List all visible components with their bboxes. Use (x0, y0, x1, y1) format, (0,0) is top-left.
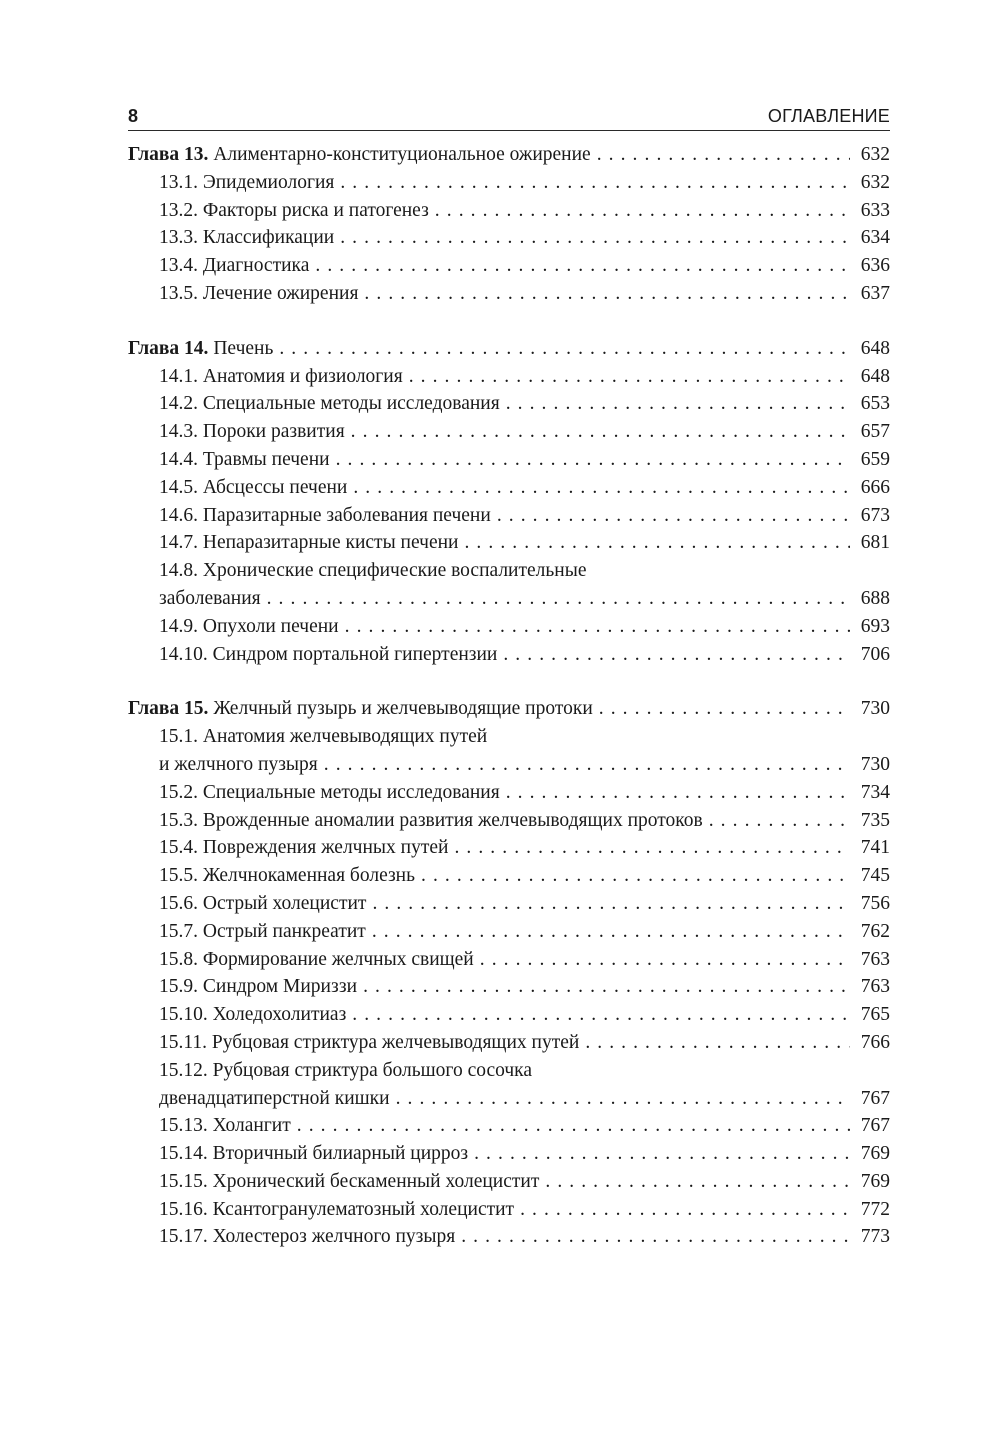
running-header (128, 100, 890, 131)
toc-section-label: 15.12. Рубцовая стриктура большого сосочка (159, 1059, 533, 1081)
toc-chapter (128, 141, 890, 308)
toc-section-entry[interactable] (128, 890, 890, 918)
toc-page-number: 648 (860, 365, 890, 387)
dot-leader (279, 335, 850, 363)
dot-leader (503, 641, 850, 669)
toc-page-number: 765 (860, 1004, 890, 1026)
toc-section-label: 14.2. Специальные методы исследования (159, 393, 500, 415)
toc-page-number: 769 (860, 1170, 890, 1192)
dot-leader (364, 280, 850, 308)
toc-section-label: 13.3. Классификации (159, 227, 335, 249)
toc-page-number: 767 (860, 1115, 890, 1137)
dot-leader (585, 1029, 850, 1057)
dot-leader (545, 1168, 850, 1196)
dot-leader (351, 418, 850, 446)
toc-section-entry[interactable] (128, 807, 890, 835)
toc-section-entry[interactable] (128, 446, 890, 474)
table-of-contents (128, 141, 890, 1251)
dot-leader (324, 751, 850, 779)
toc-section-entry[interactable] (128, 834, 890, 862)
dot-leader (340, 224, 850, 252)
dot-leader (396, 1085, 850, 1113)
toc-section-label: 14.8. Хронические специфические воспалительные (159, 560, 587, 582)
toc-page-number: 681 (860, 532, 890, 554)
dot-leader (520, 1196, 850, 1224)
toc-section-label: 15.4. Повреждения желчных путей (159, 837, 449, 859)
dot-leader (597, 141, 850, 169)
toc-section-entry[interactable] (128, 1001, 890, 1029)
toc-section-entry[interactable] (128, 474, 890, 502)
toc-chapter-number: Глава 13. (128, 144, 209, 165)
dot-leader (340, 169, 850, 197)
toc-page-number: 693 (860, 615, 890, 637)
toc-section-label-continued: и желчного пузыря (159, 753, 318, 775)
page-number: 8 (128, 106, 139, 126)
dot-leader (345, 613, 850, 641)
toc-section-label: 15.1. Анатомия желчевыводящих путей (159, 726, 488, 748)
toc-page-number: 766 (860, 1031, 890, 1053)
toc-section-entry[interactable] (128, 723, 890, 751)
toc-section-label: 14.7. Непаразитарные кисты печени (159, 532, 459, 554)
dot-leader (474, 1140, 850, 1168)
toc-section-label: 15.16. Ксантогранулематозный холецистит (159, 1198, 515, 1220)
toc-page-number: 688 (860, 587, 890, 609)
toc-section-entry[interactable] (128, 946, 890, 974)
toc-section-entry[interactable] (128, 1140, 890, 1168)
toc-section-entry[interactable] (128, 1196, 890, 1224)
toc-section-entry[interactable] (128, 1112, 890, 1140)
dot-leader (372, 918, 850, 946)
toc-page-number: 763 (860, 948, 890, 970)
toc-section-entry[interactable] (128, 1057, 890, 1085)
toc-section-label: 15.11. Рубцовая стриктура желчевыводящих путей (159, 1031, 580, 1053)
toc-page-number: 632 (860, 171, 890, 193)
dot-leader (363, 973, 850, 1001)
toc-section-label-continued: заболевания (159, 587, 261, 609)
dot-leader (709, 807, 850, 835)
toc-section-entry[interactable] (128, 779, 890, 807)
dot-leader (599, 695, 850, 723)
toc-section-label: 15.6. Острый холецистит (159, 892, 367, 914)
toc-chapter-number: Глава 14. (128, 337, 209, 359)
toc-section-entry[interactable] (128, 641, 890, 669)
toc-section-label: 15.17. Холестероз желчного пузыря (159, 1226, 456, 1248)
toc-chapter-title: Желчный пузырь и желчевыводящие протоки (213, 698, 593, 720)
toc-section-label: 13.2. Факторы риска и патогенез (159, 199, 429, 221)
toc-section-entry[interactable] (128, 363, 890, 391)
dot-leader (267, 585, 850, 613)
toc-section-entry[interactable] (128, 224, 890, 252)
toc-section-label: 15.7. Острый панкреатит (159, 920, 366, 942)
dot-leader (506, 779, 850, 807)
toc-section-entry[interactable] (128, 280, 890, 308)
dot-leader (454, 834, 850, 862)
toc-section-entry[interactable] (128, 197, 890, 225)
toc-section-entry[interactable] (128, 613, 890, 641)
toc-page-number: 735 (860, 809, 890, 831)
toc-section-entry-continued[interactable] (128, 751, 890, 779)
toc-section-label: 15.5. Желчнокаменная болезнь (159, 865, 416, 887)
toc-page-number: 633 (860, 199, 890, 221)
toc-section-entry[interactable] (128, 862, 890, 890)
toc-section-entry-continued[interactable] (128, 585, 890, 613)
toc-page-number: 653 (860, 393, 890, 415)
toc-chapter-entry[interactable] (128, 141, 890, 169)
toc-page-number: 632 (860, 144, 890, 165)
dot-leader (461, 1223, 850, 1251)
toc-page-number: 763 (860, 976, 890, 998)
toc-section-label: 15.15. Хронический бескаменный холецистит (159, 1170, 540, 1192)
toc-section-label: 15.14. Вторичный билиарный цирроз (159, 1143, 469, 1165)
toc-page-number: 706 (860, 643, 890, 665)
toc-section-entry[interactable] (128, 1029, 890, 1057)
toc-page-number: 666 (860, 476, 890, 498)
dot-leader (421, 862, 850, 890)
toc-chapter-title: Алиментарно-конституциональное ожирение (213, 144, 591, 165)
toc-section-entry[interactable] (128, 252, 890, 280)
toc-section-label: 15.10. Холедохолитиаз (159, 1004, 347, 1026)
toc-section-entry[interactable] (128, 169, 890, 197)
toc-section-label: 14.6. Паразитарные заболевания печени (159, 504, 491, 526)
document-page (128, 100, 890, 1278)
toc-page-number: 730 (860, 753, 890, 775)
toc-page-number: 741 (860, 837, 890, 859)
toc-chapter-label (128, 695, 593, 723)
toc-page-number: 745 (860, 865, 890, 887)
dot-leader (409, 363, 850, 391)
dot-leader (480, 946, 850, 974)
dot-leader (372, 890, 850, 918)
toc-page-number: 637 (860, 282, 890, 304)
toc-section-entry[interactable] (128, 557, 890, 585)
dot-leader (497, 502, 850, 530)
dot-leader (464, 529, 850, 557)
toc-page-number: 773 (860, 1226, 890, 1248)
toc-chapter (128, 695, 890, 1251)
toc-section-label: 14.9. Опухоли печени (159, 615, 339, 637)
toc-section-label: 15.13. Холангит (159, 1115, 291, 1137)
toc-section-entry[interactable] (128, 390, 890, 418)
toc-chapter-label (128, 335, 273, 363)
toc-section-label: 13.4. Диагностика (159, 255, 310, 277)
toc-chapter-entry[interactable] (128, 335, 890, 363)
toc-page-number: 762 (860, 920, 890, 942)
toc-section-label: 14.4. Травмы печени (159, 448, 330, 470)
toc-section-label-continued: двенадцатиперстной кишки (159, 1087, 390, 1109)
toc-section-entry[interactable] (128, 418, 890, 446)
toc-chapter (128, 335, 890, 669)
running-title: ОГЛАВЛЕНИЕ (767, 106, 890, 126)
toc-section-label: 15.8. Формирование желчных свищей (159, 948, 474, 970)
dot-leader (352, 1001, 850, 1029)
toc-section-entry[interactable] (128, 918, 890, 946)
toc-section-label: 14.1. Анатомия и физиология (159, 365, 403, 387)
toc-page-number: 772 (860, 1198, 890, 1220)
dot-leader (336, 446, 850, 474)
toc-section-label: 15.2. Специальные методы исследования (159, 781, 500, 803)
dot-leader (297, 1112, 850, 1140)
toc-chapter-number: Глава 15. (128, 698, 209, 720)
toc-page-number: 734 (860, 781, 890, 803)
toc-page-number: 767 (860, 1087, 890, 1109)
toc-section-label: 13.5. Лечение ожирения (159, 282, 359, 304)
dot-leader (506, 390, 850, 418)
toc-section-label: 14.5. Абсцессы печени (159, 476, 348, 498)
dot-leader (315, 252, 850, 280)
toc-page-number: 648 (860, 337, 890, 359)
toc-page-number: 659 (860, 448, 890, 470)
dot-leader (435, 197, 850, 225)
toc-page-number: 673 (860, 504, 890, 526)
toc-section-entry[interactable] (128, 529, 890, 557)
toc-page-number: 634 (860, 227, 890, 249)
toc-section-label: 13.1. Эпидемиология (159, 171, 335, 193)
toc-section-label: 14.3. Пороки развития (159, 421, 345, 443)
toc-section-label: 14.10. Синдром портальной гипертензии (159, 643, 498, 665)
toc-section-label: 15.3. Врожденные аномалии развития желчевыводящих протоков (159, 809, 703, 831)
toc-section-entry-continued[interactable] (128, 1085, 890, 1113)
toc-page-number: 636 (860, 255, 890, 277)
toc-section-entry[interactable] (128, 502, 890, 530)
toc-chapter-title: Печень (213, 337, 274, 359)
toc-chapter-label (128, 141, 591, 169)
toc-page-number: 756 (860, 892, 890, 914)
dot-leader (353, 474, 850, 502)
toc-section-entry[interactable] (128, 1223, 890, 1251)
toc-page-number: 769 (860, 1143, 890, 1165)
toc-page-number: 657 (860, 421, 890, 443)
toc-section-entry[interactable] (128, 1168, 890, 1196)
toc-page-number: 730 (860, 698, 890, 720)
toc-chapter-entry[interactable] (128, 695, 890, 723)
toc-section-entry[interactable] (128, 973, 890, 1001)
toc-section-label: 15.9. Синдром Мириззи (159, 976, 358, 998)
